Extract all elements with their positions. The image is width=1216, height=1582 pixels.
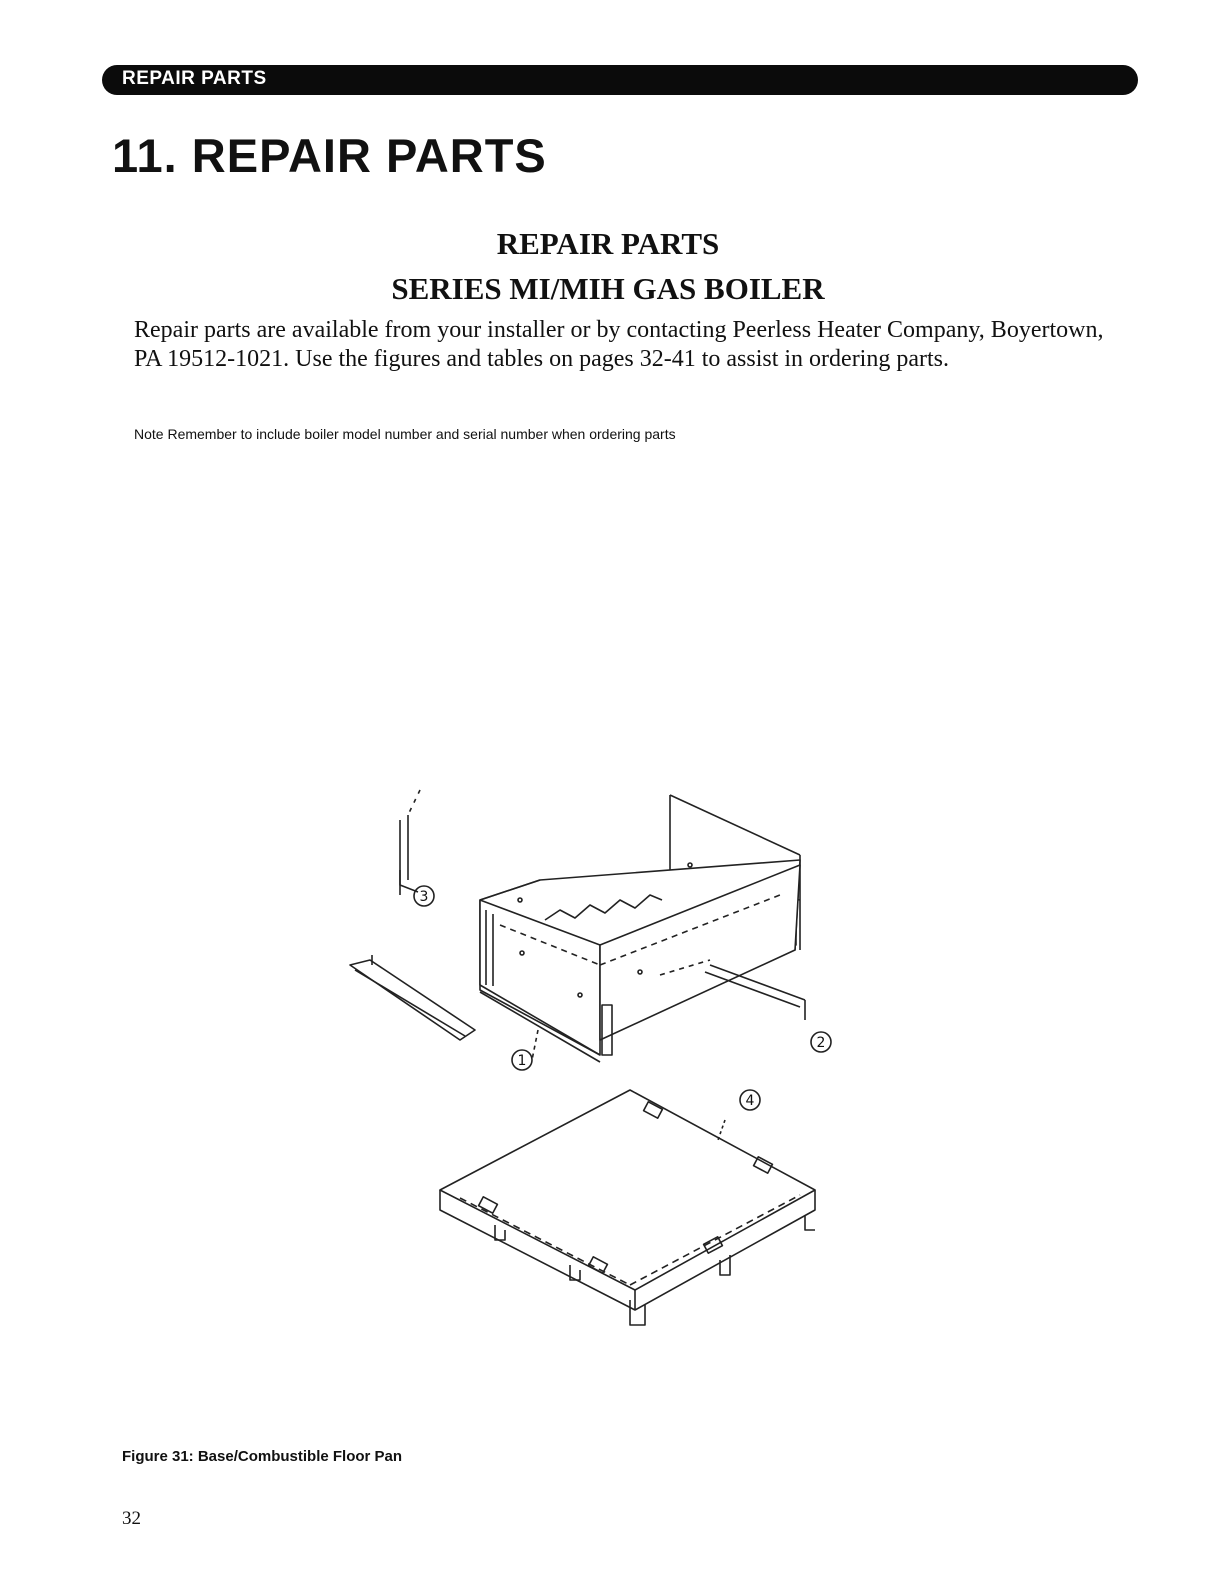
exploded-base-diagram bbox=[300, 700, 860, 1340]
callout-4-label: 4 bbox=[745, 1093, 755, 1109]
part-3-bracket bbox=[350, 790, 475, 1040]
ordering-note: Note Remember to include boiler model number and serial number when ordering parts bbox=[134, 426, 676, 442]
callout-3-label: 3 bbox=[419, 889, 429, 905]
chapter-title: 11. REPAIR PARTS bbox=[112, 129, 547, 182]
part-4-floor-pan bbox=[440, 1090, 815, 1325]
base-frame bbox=[480, 860, 800, 1062]
banner-label: REPAIR PARTS bbox=[122, 68, 267, 89]
section-banner bbox=[102, 65, 1138, 95]
intro-paragraph: Repair parts are available from your installer or by contacting Peerless Heater Company, Boyertown, PA 19512-1021. Use the figures and tables on pages 32-41 to assist in ordering parts. bbox=[134, 317, 1104, 372]
page-number: 32 bbox=[122, 1508, 141, 1529]
section-subheading: SERIES MI/MIH GAS BOILER bbox=[391, 271, 825, 306]
figure-caption: Figure 31: Base/Combustible Floor Pan bbox=[122, 1448, 403, 1465]
callout-1-label: 1 bbox=[517, 1053, 527, 1069]
section-heading: REPAIR PARTS bbox=[496, 226, 720, 261]
callout-2-label: 2 bbox=[816, 1035, 826, 1051]
